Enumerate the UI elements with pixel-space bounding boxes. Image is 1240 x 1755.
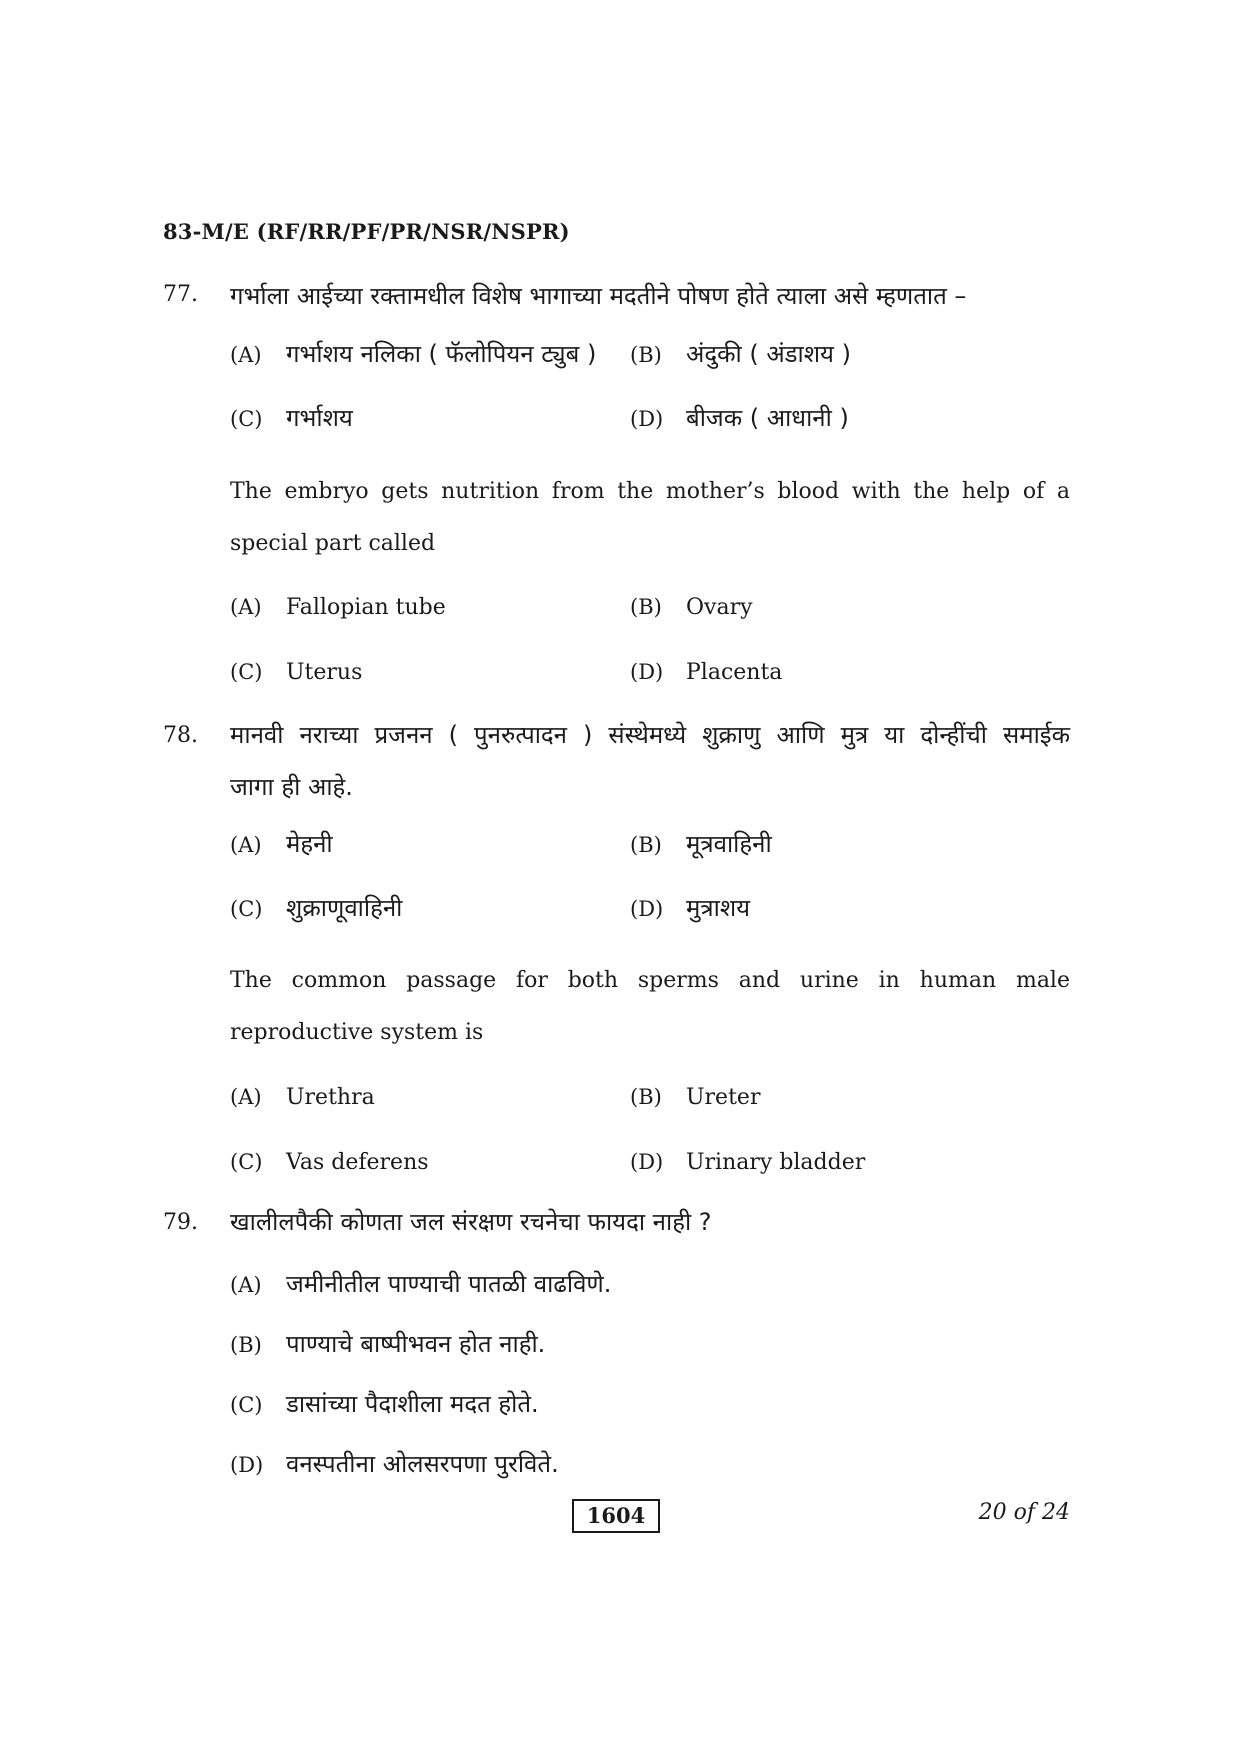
option-text: Urethra [286, 1085, 375, 1110]
q77-en-option-a [230, 595, 446, 620]
option-label: (A) [230, 343, 262, 367]
q77-mr-option-b [630, 337, 851, 370]
option-text: Ureter [686, 1085, 761, 1110]
q78-mr-option-d [630, 891, 750, 924]
option-label: (A) [230, 833, 262, 857]
paper-code: 83-M/E (RF/RR/PF/PR/NSR/NSPR) [163, 219, 570, 244]
option-text: Placenta [686, 660, 783, 685]
option-text: मूत्रवाहिनी [686, 830, 772, 858]
q77-mr-option-c [230, 401, 353, 434]
option-text: Uterus [286, 660, 363, 685]
question-79-text-marathi: खालीलपैकी कोणता जल संरक्षण रचनेचा फायदा नाही ? [230, 1208, 712, 1236]
q77-en-option-c [230, 660, 362, 685]
question-78-english-line-2: reproductive system is [230, 1020, 484, 1045]
option-label: (C) [230, 407, 263, 431]
booklet-code-box: 1604 [572, 1499, 660, 1533]
question-78-english-line-1: The common passage for both sperms and urine in human male [230, 968, 1070, 993]
q78-en-option-d [630, 1150, 865, 1175]
option-label: (C) [230, 1393, 263, 1417]
q78-mr-option-b [630, 827, 772, 860]
option-text: Vas deferens [286, 1150, 429, 1175]
option-text: गर्भाशय [286, 404, 353, 432]
option-label: (B) [630, 595, 662, 619]
question-78-text-english [230, 955, 1070, 1059]
option-label: (B) [630, 343, 662, 367]
option-label: (D) [630, 897, 664, 921]
option-label: (D) [630, 407, 664, 431]
option-text: शुक्राणूवाहिनी [286, 894, 403, 922]
q77-mr-option-a [230, 337, 596, 370]
option-text: मुत्राशय [686, 894, 751, 922]
q77-mr-option-d [630, 401, 849, 434]
q79-option-d [230, 1447, 559, 1480]
option-label: (D) [630, 660, 664, 684]
option-text: मेहनी [286, 830, 333, 858]
q79-option-a [230, 1267, 611, 1300]
option-label: (C) [230, 660, 263, 684]
option-text: जमीनीतील पाण्याची पातळी वाढविणे. [286, 1270, 612, 1298]
option-label: (B) [630, 833, 662, 857]
q77-en-option-b [630, 595, 753, 620]
option-label: (A) [230, 1273, 262, 1297]
question-78-text-marathi [230, 709, 1070, 813]
option-label: (C) [230, 897, 263, 921]
q79-option-c [230, 1387, 539, 1420]
option-label: (A) [230, 595, 262, 619]
option-label: (D) [230, 1453, 264, 1477]
q78-mr-option-c [230, 891, 402, 924]
option-text: डासांच्या पैदाशीला मदत होते. [286, 1390, 539, 1418]
page-number: 20 of 24 [978, 1500, 1070, 1525]
question-77-english-line-1: The embryo gets nutrition from the mother’s blood with the help of a [230, 479, 1070, 504]
q78-en-option-c [230, 1150, 429, 1175]
question-79-number: 79. [163, 1210, 198, 1235]
q78-mr-option-a [230, 827, 333, 860]
option-label: (B) [230, 1333, 262, 1357]
question-77-text-marathi: गर्भाला आईच्या रक्तामधील विशेष भागाच्या मदतीने पोषण होते त्याला असे म्हणतात – [230, 282, 967, 310]
option-text: बीजक ( आधानी ) [686, 404, 849, 432]
q77-en-option-d [630, 660, 782, 685]
option-label: (B) [630, 1085, 662, 1109]
question-77-english-line-2: special part called [230, 531, 436, 556]
option-text: अंदुकी ( अंडाशय ) [686, 340, 851, 368]
option-label: (A) [230, 1085, 262, 1109]
option-label: (D) [630, 1150, 664, 1174]
question-77-number: 77. [163, 282, 198, 307]
question-78-marathi-line-1: मानवी नराच्या प्रजनन ( पुनरुत्पादन ) संस्थेमध्ये शुक्राणु आणि मुत्र या दोन्हींची समाईक [230, 721, 1070, 749]
question-78-number: 78. [163, 723, 198, 748]
q78-en-option-b [630, 1085, 760, 1110]
q78-en-option-a [230, 1085, 375, 1110]
question-78-marathi-line-2: जागा ही आहे. [230, 773, 353, 801]
option-text: वनस्पतीना ओलसरपणा पुरविते. [286, 1450, 559, 1478]
q79-option-b [230, 1327, 545, 1360]
option-text: Urinary bladder [686, 1150, 866, 1175]
option-label: (C) [230, 1150, 263, 1174]
option-text: Ovary [686, 595, 753, 620]
option-text: गर्भाशय नलिका ( फॅलोपियन ट्युब ) [286, 340, 597, 368]
option-text: पाण्याचे बाष्पीभवन होत नाही. [286, 1330, 546, 1358]
question-77-text-english [230, 466, 1070, 570]
option-text: Fallopian tube [286, 595, 446, 620]
